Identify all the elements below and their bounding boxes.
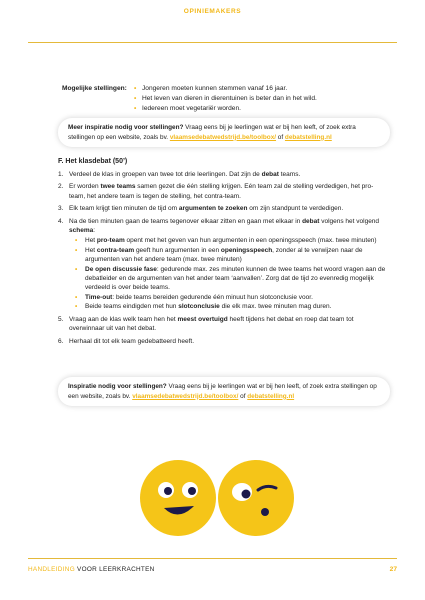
body-text: samen gezet die één stelling krijgen. Eén team zal de stelling verdedigen, het pro-team, het andere team is tegen de stelling, het contra-team. [69, 183, 374, 200]
emphasis-text: contra-team [96, 246, 135, 254]
inspiration-callout-2: Inspiratie nodig voor stellingen? Vraag eens bij je leerlingen wat er bij hen leeft, of zoek extra stellingen op een website, zoals bv. vlaamsedebatwedstrijd.be/toolbox/ of debatstelling.nl [58, 377, 390, 406]
bullet-icon: • [75, 303, 78, 311]
schema-item [69, 265, 388, 293]
body-text: , zonder al te verwijzen naar de argumenten van het andere team (max. twee minuten) [85, 246, 363, 264]
body-text: Het [85, 237, 97, 245]
body-text: Het [85, 246, 97, 254]
step-number: 2. [58, 183, 64, 191]
emphasis-text: openingsspeech [220, 246, 273, 254]
body-text: : beide teams bereiden gedurende één minuut hun slotconclusie voor. [112, 293, 313, 301]
body-text: Na de tien minuten gaan de teams tegenover elkaar zitten en gaan met elkaar in [69, 217, 303, 225]
emphasis-text: pro-team [96, 237, 125, 245]
debate-schema-list [69, 236, 388, 311]
step-item [58, 182, 388, 201]
callout-heading: Meer inspiratie nodig voor stellingen? [68, 124, 184, 131]
body-text: om zijn standpunt te verdedigen. [247, 205, 344, 213]
skeptical-face-icon [218, 460, 294, 536]
body-text: Er worden [69, 183, 101, 191]
body-text: teams. [278, 171, 301, 178]
statement-item: • Jongeren moeten kunnen stemmen vanaf 16 jaar. [134, 85, 288, 92]
body-text: Verdeel de klas in groepen van twee tot drie leerlingen. Dat zijn de [69, 171, 262, 178]
debatstelling-link[interactable]: debatstelling.nl [247, 392, 295, 400]
callout-heading: Inspiratie nodig voor stellingen? [68, 383, 167, 390]
toolbox-link[interactable]: vlaamsedebatwedstrijd.be/toolbox/ [132, 392, 239, 400]
schema-item [69, 246, 388, 265]
step-item [58, 170, 388, 179]
step-number: 1. [58, 171, 64, 178]
body-text: Beide teams eindigden met hun [85, 303, 179, 311]
callout-text: Vraag eens bij je leerlingen wat er bij hen leeft, of zoek extra stellingen op een website, zoals bv. [68, 124, 356, 141]
bullet-icon: • [134, 95, 137, 102]
body-text: : gedurende max. zes minuten kunnen de twee teams het woord vragen aan de debatleider en de argumenten van het ander team ‘aanvallen’. Zorg dat de tijd zo evenredig mogelijk verdeeld is over beide teams. [85, 265, 386, 292]
emphasis-text: De open discussie fase [85, 265, 157, 273]
statement-item: • Iedereen moet vegetariër worden. [134, 105, 241, 112]
inspiration-callout: Meer inspiratie nodig voor stellingen? Vraag eens bij je leerlingen wat er bij hen leeft, of zoek extra stellingen op een website, zoals bv. vlaamsedebatwedstrijd.be/toolbox/ of debatstelling.nl [58, 118, 390, 147]
body-text: Vraag aan de klas welk team hen het [69, 315, 178, 323]
body-text: opent met het geven van hun argumenten in een openingsspeech (max. twee minuten) [124, 237, 377, 245]
bullet-icon: • [134, 85, 137, 92]
body-text: volgens het volgend [319, 217, 380, 225]
section-title: F. Het klasdebat (50’) [58, 158, 128, 165]
step-number: 6. [58, 337, 64, 345]
schema-item [69, 236, 388, 245]
toolbox-link[interactable]: vlaamsedebatwedstrijd.be/toolbox/ [169, 133, 277, 141]
bullet-icon: • [134, 105, 137, 112]
bullet-icon: • [75, 265, 78, 273]
statements-list [134, 84, 317, 114]
emphasis-text: meest overtuigd [177, 315, 228, 323]
body-text: die elk max. twee minuten mag duren. [219, 303, 332, 311]
step-item [58, 204, 388, 213]
emphasis-text: argumenten te zoeken [178, 205, 248, 213]
step-item [58, 217, 388, 312]
emphasis-text: Time-out [85, 293, 113, 301]
body-text: Herhaal dit tot elk team gedebatteerd heeft. [69, 337, 195, 345]
body-text: geeft hun argumenten in een [134, 246, 221, 254]
page-header [0, 0, 425, 44]
statement-item: • Het leven van dieren in dierentuinen is beter dan in het wild. [134, 95, 317, 102]
body-text: : [93, 227, 96, 235]
footer-label: HANDLEIDING VOOR LEERKRACHTEN [28, 566, 155, 573]
bullet-icon: • [75, 237, 78, 245]
emphasis-text: debat [302, 217, 320, 225]
page-number: 27 [389, 566, 397, 573]
body-text: heeft tijdens het debat en roep dat team tot overwinnaar uit van het debat. [69, 315, 354, 333]
callout-text: Vraag eens bij je leerlingen wat er bij hen leeft, of zoek extra stellingen op een website, zoals bv. [68, 383, 377, 400]
footer-divider [28, 558, 397, 559]
emphasis-text: twee teams [100, 183, 136, 191]
smiling-face-icon [140, 460, 216, 536]
bullet-icon: • [75, 246, 78, 254]
step-item [58, 337, 388, 346]
emoji-faces-illustration [138, 452, 298, 542]
schema-item [69, 293, 388, 302]
schema-item [69, 302, 388, 311]
step-number: 5. [58, 315, 64, 323]
steps-list [58, 170, 388, 349]
emphasis-text: schema [69, 227, 94, 235]
bullet-icon: • [75, 293, 78, 301]
header-divider [28, 42, 397, 43]
statements-label: Mogelijke stellingen: [62, 85, 127, 92]
step-item [58, 315, 388, 334]
emphasis-text: debat [261, 171, 279, 178]
debatstelling-link[interactable]: debatstelling.nl [284, 133, 332, 141]
step-number: 4. [58, 217, 64, 225]
header-title: OPINIEMAKERS [183, 8, 242, 15]
body-text: Elk team krijgt tien minuten de tijd om [69, 205, 179, 213]
step-number: 3. [58, 205, 64, 213]
emphasis-text: slotconclusie [178, 303, 220, 311]
